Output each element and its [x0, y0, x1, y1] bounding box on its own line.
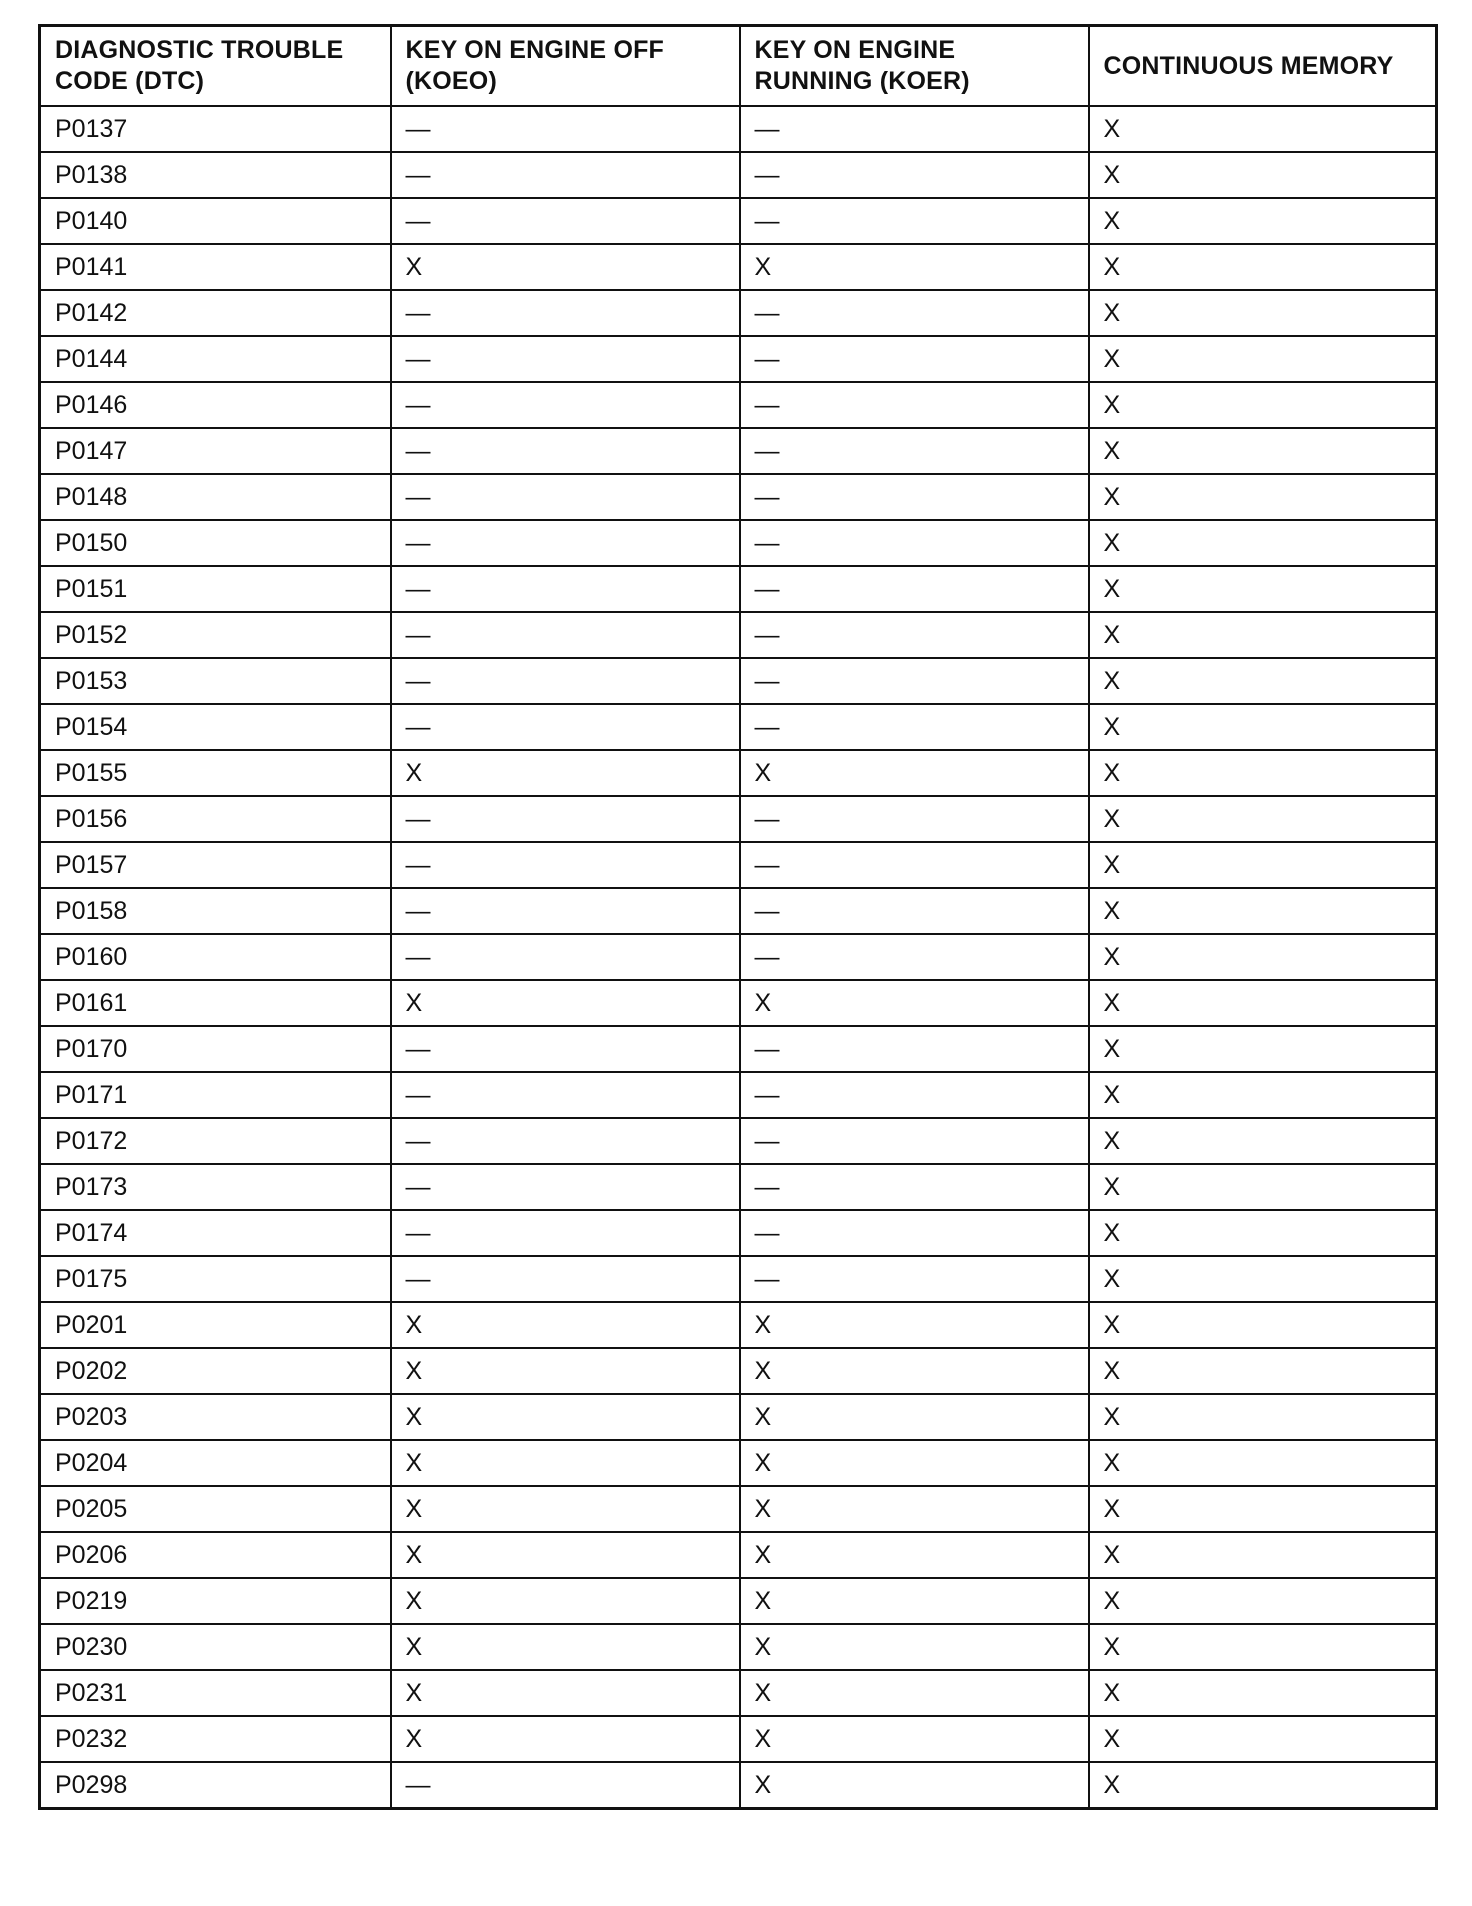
- cell-koer: —: [740, 796, 1089, 842]
- cell-continuous-memory: X: [1089, 1026, 1437, 1072]
- cell-dtc-code: P0171: [40, 1072, 391, 1118]
- cell-koer: —: [740, 1256, 1089, 1302]
- cell-continuous-memory: X: [1089, 796, 1437, 842]
- cell-dtc-code: P0231: [40, 1670, 391, 1716]
- table-row: [40, 1210, 1437, 1256]
- cell-koeo: —: [391, 888, 740, 934]
- cell-continuous-memory: X: [1089, 244, 1437, 290]
- cell-continuous-memory: X: [1089, 1348, 1437, 1394]
- table-row: [40, 152, 1437, 198]
- cell-dtc-code: P0175: [40, 1256, 391, 1302]
- cell-koer: X: [740, 1302, 1089, 1348]
- cell-koer: X: [740, 244, 1089, 290]
- cell-dtc-code: P0298: [40, 1762, 391, 1809]
- cell-koer: —: [740, 1026, 1089, 1072]
- cell-continuous-memory: X: [1089, 1670, 1437, 1716]
- cell-dtc-code: P0142: [40, 290, 391, 336]
- cell-koer: X: [740, 1440, 1089, 1486]
- cell-koeo: —: [391, 428, 740, 474]
- cell-continuous-memory: X: [1089, 1440, 1437, 1486]
- table-row: [40, 842, 1437, 888]
- cell-koer: —: [740, 290, 1089, 336]
- cell-continuous-memory: X: [1089, 888, 1437, 934]
- cell-koeo: —: [391, 1072, 740, 1118]
- table-row: [40, 1486, 1437, 1532]
- cell-continuous-memory: X: [1089, 382, 1437, 428]
- table-row: [40, 750, 1437, 796]
- cell-continuous-memory: X: [1089, 566, 1437, 612]
- cell-koeo: X: [391, 750, 740, 796]
- cell-dtc-code: P0201: [40, 1302, 391, 1348]
- cell-dtc-code: P0156: [40, 796, 391, 842]
- table-row: [40, 888, 1437, 934]
- table-row: [40, 336, 1437, 382]
- cell-koer: —: [740, 198, 1089, 244]
- cell-continuous-memory: X: [1089, 750, 1437, 796]
- cell-continuous-memory: X: [1089, 1762, 1437, 1809]
- cell-koer: —: [740, 888, 1089, 934]
- cell-koer: X: [740, 1348, 1089, 1394]
- cell-dtc-code: P0173: [40, 1164, 391, 1210]
- cell-continuous-memory: X: [1089, 1256, 1437, 1302]
- table-row: [40, 1164, 1437, 1210]
- dtc-mode-table: [38, 24, 1438, 1810]
- cell-continuous-memory: X: [1089, 1302, 1437, 1348]
- cell-koeo: —: [391, 382, 740, 428]
- table-row: [40, 796, 1437, 842]
- cell-dtc-code: P0205: [40, 1486, 391, 1532]
- cell-dtc-code: P0150: [40, 520, 391, 566]
- table-row: [40, 520, 1437, 566]
- cell-koeo: —: [391, 336, 740, 382]
- cell-dtc-code: P0138: [40, 152, 391, 198]
- cell-dtc-code: P0148: [40, 474, 391, 520]
- table-row: [40, 474, 1437, 520]
- cell-koeo: —: [391, 704, 740, 750]
- cell-dtc-code: P0161: [40, 980, 391, 1026]
- cell-continuous-memory: X: [1089, 1716, 1437, 1762]
- cell-koeo: X: [391, 1348, 740, 1394]
- table-row: [40, 1072, 1437, 1118]
- table-row: [40, 198, 1437, 244]
- cell-continuous-memory: X: [1089, 1210, 1437, 1256]
- cell-dtc-code: P0144: [40, 336, 391, 382]
- cell-continuous-memory: X: [1089, 198, 1437, 244]
- cell-continuous-memory: X: [1089, 336, 1437, 382]
- table-row: [40, 1716, 1437, 1762]
- cell-koeo: —: [391, 106, 740, 152]
- cell-dtc-code: P0160: [40, 934, 391, 980]
- cell-koeo: —: [391, 1256, 740, 1302]
- cell-dtc-code: P0219: [40, 1578, 391, 1624]
- cell-dtc-code: P0137: [40, 106, 391, 152]
- cell-koer: —: [740, 566, 1089, 612]
- cell-dtc-code: P0147: [40, 428, 391, 474]
- cell-continuous-memory: X: [1089, 842, 1437, 888]
- cell-continuous-memory: X: [1089, 1118, 1437, 1164]
- cell-dtc-code: P0203: [40, 1394, 391, 1440]
- cell-continuous-memory: X: [1089, 980, 1437, 1026]
- cell-dtc-code: P0154: [40, 704, 391, 750]
- cell-dtc-code: P0153: [40, 658, 391, 704]
- cell-koer: —: [740, 1118, 1089, 1164]
- table-row: [40, 244, 1437, 290]
- cell-koeo: —: [391, 842, 740, 888]
- cell-koeo: X: [391, 1302, 740, 1348]
- cell-koeo: —: [391, 1164, 740, 1210]
- cell-koeo: X: [391, 1578, 740, 1624]
- header-koer: KEY ON ENGINE RUNNING (KOER): [740, 26, 1089, 107]
- table-row: [40, 704, 1437, 750]
- table-row: [40, 934, 1437, 980]
- table-row: [40, 428, 1437, 474]
- cell-dtc-code: P0230: [40, 1624, 391, 1670]
- table-row: [40, 1118, 1437, 1164]
- cell-continuous-memory: X: [1089, 1394, 1437, 1440]
- cell-koeo: X: [391, 1394, 740, 1440]
- cell-koer: —: [740, 704, 1089, 750]
- cell-continuous-memory: X: [1089, 1532, 1437, 1578]
- cell-koer: X: [740, 1578, 1089, 1624]
- cell-continuous-memory: X: [1089, 1164, 1437, 1210]
- table-row: [40, 1394, 1437, 1440]
- table-row: [40, 382, 1437, 428]
- cell-dtc-code: P0151: [40, 566, 391, 612]
- cell-dtc-code: P0141: [40, 244, 391, 290]
- cell-koer: —: [740, 1210, 1089, 1256]
- table-header-row: [40, 26, 1437, 107]
- header-koeo: KEY ON ENGINE OFF (KOEO): [391, 26, 740, 107]
- cell-dtc-code: P0146: [40, 382, 391, 428]
- cell-continuous-memory: X: [1089, 106, 1437, 152]
- header-dtc: DIAGNOSTIC TROUBLE CODE (DTC): [40, 26, 391, 107]
- cell-koeo: X: [391, 1440, 740, 1486]
- cell-koer: —: [740, 1072, 1089, 1118]
- cell-koeo: —: [391, 198, 740, 244]
- cell-koeo: —: [391, 1118, 740, 1164]
- table-row: [40, 658, 1437, 704]
- cell-continuous-memory: X: [1089, 428, 1437, 474]
- cell-koeo: X: [391, 1532, 740, 1578]
- cell-koer: X: [740, 1394, 1089, 1440]
- cell-koeo: —: [391, 934, 740, 980]
- cell-koeo: —: [391, 1210, 740, 1256]
- cell-koeo: X: [391, 1716, 740, 1762]
- cell-koer: X: [740, 1670, 1089, 1716]
- cell-continuous-memory: X: [1089, 474, 1437, 520]
- cell-koer: —: [740, 612, 1089, 658]
- cell-koer: —: [740, 106, 1089, 152]
- cell-koeo: X: [391, 1624, 740, 1670]
- cell-koer: —: [740, 474, 1089, 520]
- cell-koeo: —: [391, 658, 740, 704]
- cell-continuous-memory: X: [1089, 1578, 1437, 1624]
- table-row: [40, 980, 1437, 1026]
- table-row: [40, 1302, 1437, 1348]
- cell-koer: X: [740, 1762, 1089, 1809]
- cell-koer: X: [740, 1716, 1089, 1762]
- cell-dtc-code: P0152: [40, 612, 391, 658]
- table-row: [40, 612, 1437, 658]
- cell-continuous-memory: X: [1089, 658, 1437, 704]
- cell-dtc-code: P0202: [40, 1348, 391, 1394]
- cell-continuous-memory: X: [1089, 152, 1437, 198]
- table-row: [40, 106, 1437, 152]
- table-row: [40, 1026, 1437, 1072]
- cell-koer: —: [740, 428, 1089, 474]
- table-row: [40, 1762, 1437, 1809]
- cell-continuous-memory: X: [1089, 290, 1437, 336]
- header-continuous-memory: CONTINUOUS MEMORY: [1089, 26, 1437, 107]
- cell-koeo: —: [391, 152, 740, 198]
- cell-koer: —: [740, 1164, 1089, 1210]
- cell-koer: —: [740, 336, 1089, 382]
- cell-continuous-memory: X: [1089, 1072, 1437, 1118]
- cell-continuous-memory: X: [1089, 704, 1437, 750]
- cell-koer: X: [740, 1624, 1089, 1670]
- cell-dtc-code: P0157: [40, 842, 391, 888]
- cell-dtc-code: P0174: [40, 1210, 391, 1256]
- cell-dtc-code: P0206: [40, 1532, 391, 1578]
- cell-continuous-memory: X: [1089, 520, 1437, 566]
- cell-koeo: —: [391, 612, 740, 658]
- cell-continuous-memory: X: [1089, 934, 1437, 980]
- cell-koer: —: [740, 382, 1089, 428]
- cell-koer: —: [740, 520, 1089, 566]
- table-row: [40, 1624, 1437, 1670]
- cell-dtc-code: P0170: [40, 1026, 391, 1072]
- table-row: [40, 1532, 1437, 1578]
- cell-koer: X: [740, 1486, 1089, 1532]
- cell-dtc-code: P0232: [40, 1716, 391, 1762]
- cell-continuous-memory: X: [1089, 612, 1437, 658]
- cell-koeo: —: [391, 290, 740, 336]
- cell-koer: X: [740, 750, 1089, 796]
- cell-dtc-code: P0204: [40, 1440, 391, 1486]
- cell-koeo: X: [391, 1486, 740, 1532]
- cell-koeo: X: [391, 980, 740, 1026]
- cell-koer: X: [740, 1532, 1089, 1578]
- cell-koer: —: [740, 658, 1089, 704]
- table-body: [40, 106, 1437, 1809]
- cell-koeo: —: [391, 520, 740, 566]
- cell-koeo: —: [391, 474, 740, 520]
- cell-dtc-code: P0140: [40, 198, 391, 244]
- cell-koeo: X: [391, 1670, 740, 1716]
- cell-dtc-code: P0158: [40, 888, 391, 934]
- cell-koeo: —: [391, 566, 740, 612]
- cell-koeo: X: [391, 244, 740, 290]
- cell-koer: —: [740, 934, 1089, 980]
- table-row: [40, 290, 1437, 336]
- table-row: [40, 1440, 1437, 1486]
- cell-continuous-memory: X: [1089, 1486, 1437, 1532]
- table-row: [40, 1256, 1437, 1302]
- cell-continuous-memory: X: [1089, 1624, 1437, 1670]
- cell-koer: X: [740, 980, 1089, 1026]
- table-row: [40, 566, 1437, 612]
- cell-koeo: —: [391, 1762, 740, 1809]
- cell-koer: —: [740, 152, 1089, 198]
- table-row: [40, 1578, 1437, 1624]
- cell-koeo: —: [391, 796, 740, 842]
- table-row: [40, 1670, 1437, 1716]
- cell-dtc-code: P0155: [40, 750, 391, 796]
- cell-dtc-code: P0172: [40, 1118, 391, 1164]
- table-row: [40, 1348, 1437, 1394]
- cell-koer: —: [740, 842, 1089, 888]
- cell-koeo: —: [391, 1026, 740, 1072]
